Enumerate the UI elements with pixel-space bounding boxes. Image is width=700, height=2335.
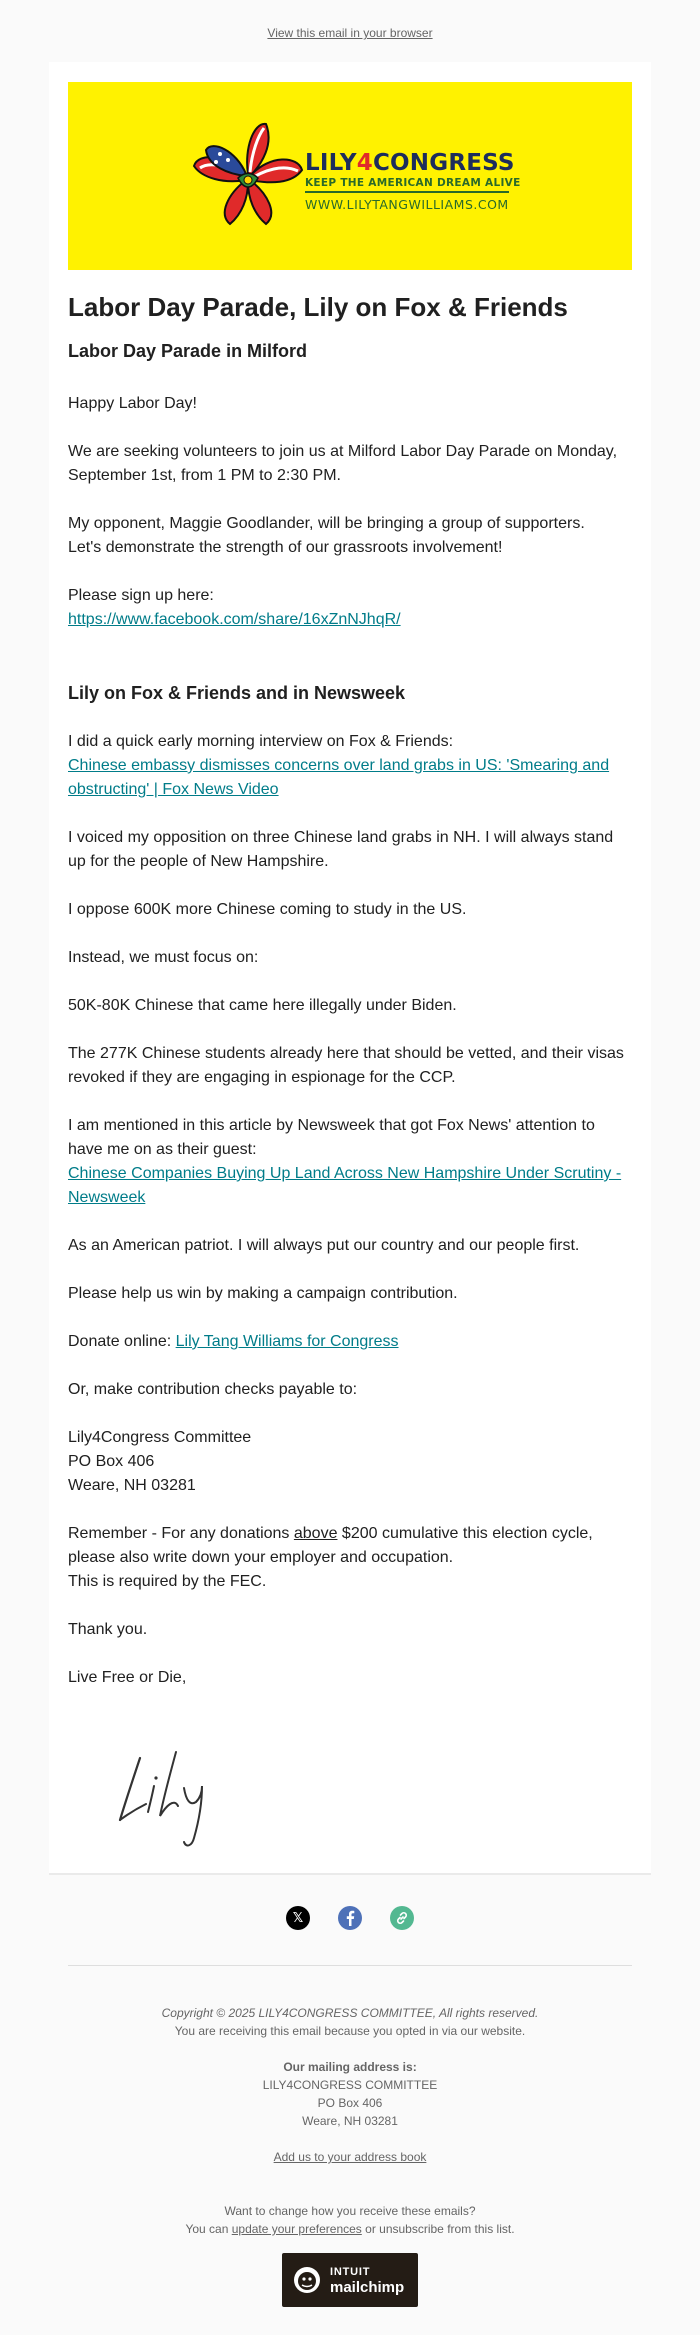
section-heading-fox: Lily on Fox & Friends and in Newsweek [68, 683, 406, 703]
opponent-line1: My opponent, Maggie Goodlander, will be bringing a group of supporters. [68, 515, 585, 532]
email-title: Labor Day Parade, Lily on Fox & Friends [68, 292, 568, 322]
preheader [0, 26, 700, 40]
fox-news-video-link[interactable]: Chinese embassy dismisses concerns over land grabs in US: 'Smearing and obstructing' | Fox News Video [68, 757, 610, 798]
logo-title-part2: 4 [356, 150, 373, 176]
newsweek-paragraph [68, 1114, 632, 1210]
fec-paragraph [68, 1522, 632, 1594]
preferences-line [0, 2220, 700, 2238]
add-to-address-book-link[interactable]: Add us to your address book [273, 2150, 427, 2164]
remember-suffix: $200 cumulative this election cycle, please also write down your employer and occupation. [68, 1525, 593, 1566]
address-line3: Weare, NH 03281 [68, 1477, 196, 1494]
facebook-signup-link[interactable]: https://www.facebook.com/share/16xZnNJhqR/ [68, 611, 401, 628]
footer-address-line2: PO Box 406 [317, 2096, 383, 2110]
logo-title-part3: CONGRESS [372, 150, 515, 176]
logo-text [305, 150, 521, 212]
oppose-students-paragraph: I oppose 600K more Chinese coming to study in the US. [68, 901, 467, 918]
donate-paragraph [68, 1330, 632, 1354]
students-vetting-paragraph: The 277K Chinese students already here that should be vetted, and their visas revoked if they are engaging in espionage for the CCP. [68, 1045, 624, 1086]
email-content [68, 284, 632, 1690]
change-preferences-question: Want to change how you receive these emails? [224, 2204, 476, 2218]
patriot-paragraph: As an American patriot. I will always put our country and our people first. [68, 1237, 580, 1254]
checks-paragraph: Or, make contribution checks payable to: [68, 1381, 358, 1398]
link-glyph-icon [395, 1911, 409, 1925]
logo-url: WWW.LILYTANGWILLIAMS.COM [305, 197, 509, 212]
facebook-icon[interactable] [338, 1906, 362, 1930]
fec-note: This is required by the FEC. [68, 1573, 267, 1590]
interview-intro: I did a quick early morning interview on Fox & Friends: [68, 733, 454, 750]
mailing-address-title: Our mailing address is: [283, 2060, 417, 2074]
footer-address-line1: LILY4CONGRESS COMMITTEE [262, 2078, 438, 2092]
contribution-paragraph: Please help us win by making a campaign contribution. [68, 1285, 458, 1302]
greeting: Happy Labor Day! [68, 395, 197, 412]
donate-link[interactable]: Lily Tang Williams for Congress [175, 1333, 399, 1350]
mailchimp-badge[interactable] [282, 2253, 418, 2307]
opponent-line2: Let's demonstrate the strength of our grassroots involvement! [68, 539, 503, 556]
illegal-paragraph: 50K-80K Chinese that came here illegally under Biden. [68, 997, 457, 1014]
interview-paragraph [68, 730, 632, 802]
mailing-address-paragraph [68, 1426, 632, 1498]
remember-prefix: Remember - For any donations [68, 1525, 294, 1542]
x-icon[interactable] [286, 1906, 310, 1930]
copyright: Copyright © 2025 LILY4CONGRESS COMMITTEE, All rights reserved. [161, 2006, 539, 2020]
view-in-browser-link[interactable]: View this email in your browser [267, 26, 433, 40]
email-body-card [49, 62, 651, 1875]
remember-above: above [293, 1525, 338, 1542]
newsweek-intro: I am mentioned in this article by Newsweek that got Fox News' attention to have me on as their guest: [68, 1117, 595, 1158]
x-icon-label: 𝕏 [292, 1910, 304, 1925]
update-preferences-link[interactable]: update your preferences [231, 2222, 362, 2236]
you-can-text: You can [185, 2222, 232, 2236]
address-line1: Lily4Congress Committee [68, 1429, 252, 1446]
facebook-glyph-icon [345, 1910, 355, 1926]
logo-divider [305, 191, 509, 193]
footer-address-line3: Weare, NH 03281 [302, 2114, 398, 2128]
signup-label: Please sign up here: [68, 587, 214, 604]
signup-paragraph [68, 584, 632, 632]
footer-divider [68, 1965, 632, 1966]
opponent-paragraph [68, 512, 632, 560]
mailchimp-intuit: INTUIT [330, 2266, 371, 2278]
social-links [0, 1906, 700, 1932]
mailchimp-freddie-icon [292, 2265, 322, 2295]
section-heading-parade: Labor Day Parade in Milford [68, 341, 308, 361]
link-icon[interactable] [390, 1906, 414, 1930]
focus-paragraph: Instead, we must focus on: [68, 949, 259, 966]
signoff-paragraph: Live Free or Die, [68, 1669, 187, 1686]
volunteer-paragraph: We are seeking volunteers to join us at Milford Labor Day Parade on Monday, September 1st, from 1 PM to 2:30 PM. [68, 443, 618, 484]
opposition-paragraph: I voiced my opposition on three Chinese land grabs in NH. I will always stand up for the people of New Hampshire. [68, 829, 614, 870]
logo-title-part1: LILY [305, 150, 357, 176]
footer [0, 2004, 700, 2238]
mailchimp-wordmark: mailchimp [330, 2279, 405, 2296]
header-banner [68, 82, 632, 270]
unsubscribe-text: or unsubscribe from this list. [361, 2222, 515, 2236]
lily-flower-logo-icon [188, 114, 308, 232]
logo-tagline: KEEP THE AMERICAN DREAM ALIVE [305, 177, 521, 189]
newsweek-article-link[interactable]: Chinese Companies Buying Up Land Across New Hampshire Under Scrutiny - Newsweek [68, 1165, 622, 1206]
signature-image [68, 1702, 308, 1852]
mailchimp-text [330, 2264, 404, 2296]
thanks-paragraph: Thank you. [68, 1621, 148, 1638]
donate-label: Donate online: [68, 1333, 176, 1350]
optin-note: You are receiving this email because you opted in via our website. [174, 2024, 526, 2038]
logo-title [305, 150, 521, 176]
address-line2: PO Box 406 [68, 1453, 155, 1470]
